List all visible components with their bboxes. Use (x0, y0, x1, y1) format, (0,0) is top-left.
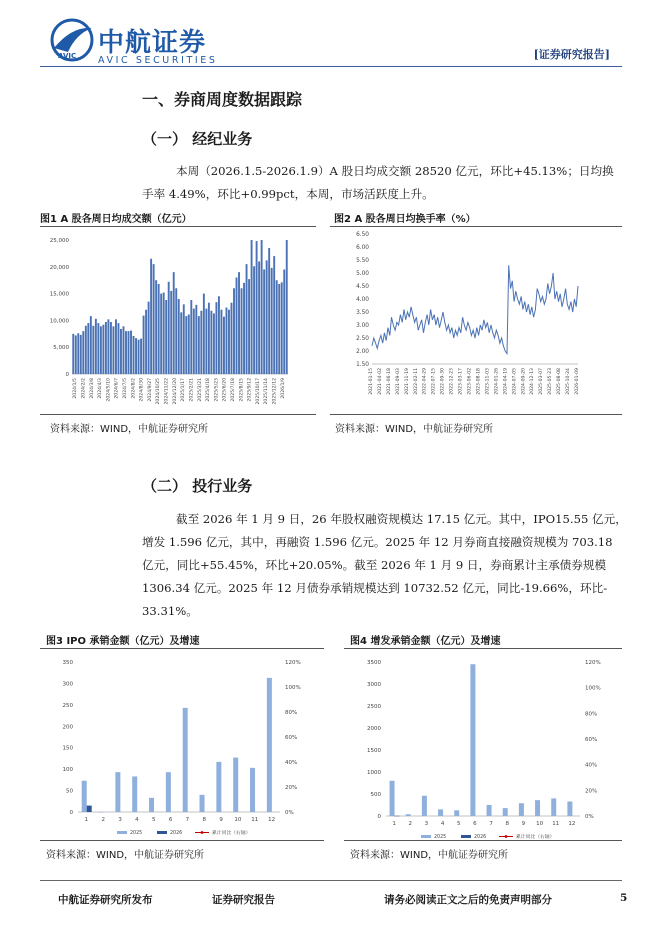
fig1-x-tick: 2024/9/27 (147, 378, 153, 402)
fig3-y2-tick: 0% (285, 810, 294, 816)
fig1-bar (130, 331, 132, 374)
footer-disclaimer: 请务必阅读正文之后的免责声明部分 (384, 894, 552, 906)
fig1-x-tick: 2024/2/2 (81, 378, 87, 399)
fig1-x-tick: 2025/9/12 (247, 378, 253, 402)
fig4-x-tick: 11 (552, 821, 560, 827)
fig2-x-tick: 2021-04-02 (377, 368, 383, 395)
fig2-top-rule (330, 226, 622, 227)
fig1-x-tick: 2025/3/21 (197, 378, 203, 402)
fig3-bar-2025 (183, 708, 188, 812)
fig2-title: 图2 A 股各周日均换手率（%） (334, 214, 476, 225)
fig1-y-tick: 0 (65, 372, 69, 378)
fig4-y2-tick: 120% (585, 660, 601, 666)
fig4-legend-swatch-2026 (461, 835, 471, 838)
fig4-x-tick: 4 (440, 821, 445, 827)
fig3-x-tick: 2 (101, 817, 105, 823)
fig1-bar (183, 304, 185, 374)
fig4-x-tick: 5 (457, 821, 461, 827)
fig3-top-rule (40, 648, 324, 649)
fig1-bar (203, 294, 205, 374)
fig4-chart (344, 650, 622, 840)
fig1-bar (148, 302, 150, 374)
fig3-y2-tick: 80% (285, 710, 298, 716)
fig3-x-tick: 5 (152, 817, 156, 823)
fig3-bar-2025 (166, 772, 171, 812)
fig4-bar-2025 (470, 664, 475, 816)
fig4-y-tick: 1500 (367, 748, 381, 754)
fig1-bar (276, 280, 278, 374)
fig1-bar (150, 259, 152, 374)
subsection-ib-title: （二） 投行业务 (142, 477, 253, 495)
fig1-x-tick: 2026/1/9 (280, 378, 286, 399)
fig1-x-tick: 2025/5/23 (214, 378, 220, 402)
fig4-bar-2026 (395, 816, 400, 817)
fig1-bar (205, 309, 207, 374)
fig1-bar (153, 264, 155, 374)
fig1-bar (190, 300, 192, 374)
fig3-y-tick: 350 (62, 660, 73, 666)
fig3-legend-swatch-2026 (157, 831, 167, 834)
avic-emblem-icon (50, 18, 94, 62)
fig2-x-tick: 2025-05-23 (548, 368, 554, 395)
fig3-bar-2025 (200, 795, 205, 812)
fig1-bar (90, 316, 92, 374)
fig2-x-tick: 2022-09-30 (440, 368, 446, 395)
avic-logo (50, 18, 94, 62)
fig1-bar (198, 316, 200, 374)
fig3-legend-growth: 累计同比（右轴） (212, 831, 251, 836)
fig1-bar (133, 336, 135, 374)
fig1-bar (271, 268, 273, 374)
fig2-x-tick: 2025-08-08 (557, 368, 563, 395)
fig1-x-tick: 2025/2/21 (189, 378, 195, 402)
fig1-x-tick: 2025/10/17 (255, 378, 261, 405)
fig3-bar-2025 (99, 812, 104, 813)
fig1-bar (77, 333, 79, 374)
fig2-y-tick: 3.00 (356, 323, 369, 329)
ib-line-3: 亿元，同比+55.45%，环比+20.05%。截至 2026 年 1 月 9 日，券商累计主承债券规模 (142, 558, 607, 572)
fig1-bar (87, 323, 89, 374)
fig1-bar (253, 266, 255, 374)
fig2-turnover-line (372, 265, 578, 353)
fig1-bar (248, 279, 250, 374)
fig4-y2-tick: 0% (585, 814, 594, 820)
fig1-bar (238, 272, 240, 374)
fig3-source: 资料来源：WIND，中航证券研究所 (46, 850, 205, 861)
fig2-x-tick: 2022-07-15 (431, 368, 437, 395)
fig1-top-rule (40, 226, 316, 227)
fig1-bar (268, 248, 270, 374)
fig3-x-tick: 7 (185, 817, 190, 823)
fig1-x-tick: 2025/11/14 (264, 378, 270, 405)
fig4-bar-2025 (567, 801, 572, 816)
fig3-title: 图3 IPO 承销金额（亿元）及增速 (46, 636, 200, 647)
fig4-x-tick: 9 (521, 821, 526, 827)
fig2-x-tick: 2024-04-19 (503, 368, 509, 395)
fig4-bar-2025 (487, 805, 492, 816)
fig1-bar (231, 303, 233, 374)
fig3-bar-2025 (267, 678, 272, 812)
fig2-x-tick: 2024-01-26 (494, 368, 500, 395)
fig3-y-tick: 300 (62, 681, 73, 688)
fig1-bar (278, 284, 280, 374)
footer-report-type: 证券研究报告 (212, 894, 275, 906)
fig3-x-tick: 9 (219, 817, 223, 823)
fig1-bar (243, 283, 245, 374)
fig1-bar (220, 310, 222, 374)
fig3-y-tick: 150 (62, 745, 73, 752)
fig4-y2-tick: 40% (585, 762, 598, 769)
fig1-bar (213, 313, 215, 374)
fig1-bar (223, 317, 225, 374)
fig1-bar (193, 309, 195, 374)
fig2-x-tick: 2022-12-23 (449, 368, 455, 395)
fig3-y-tick: 200 (62, 724, 73, 731)
fig1-bar (120, 329, 122, 374)
brokerage-line-1: 本周（2026.1.5-2026.1.9）A 股日均成交额 28520 亿元，环比+45.13%；日均换 (176, 164, 614, 178)
fig1-x-tick: 2025/1/17 (181, 378, 187, 402)
fig1-x-tick: 2024/12/20 (172, 378, 178, 405)
fig3-x-tick: 1 (84, 817, 89, 823)
fig3-x-tick: 6 (168, 817, 173, 823)
header-divider (40, 66, 622, 67)
fig2-bottom-rule (330, 414, 622, 415)
fig1-x-tick: 2025/8/15 (239, 378, 245, 402)
fig3-y2-tick: 40% (285, 760, 298, 766)
fig4-bar-2025 (535, 800, 540, 816)
fig1-bar (85, 326, 87, 374)
fig1-x-tick: 2024/4/3 (98, 378, 104, 399)
fig3-x-tick: 8 (202, 817, 206, 823)
fig1-bar (246, 264, 248, 374)
fig2-x-tick: 2024-12-13 (530, 368, 536, 395)
fig1-bar (160, 294, 162, 374)
fig1-bar (241, 288, 243, 374)
fig4-bar-2025 (454, 810, 459, 816)
fig3-y-tick: 250 (62, 702, 73, 709)
fig4-bar-2025 (406, 814, 411, 816)
fig3-legend-swatch-2025 (117, 831, 127, 834)
fig1-bar (175, 288, 177, 374)
fig4-y-tick: 500 (370, 792, 381, 798)
fig1-bar (165, 300, 167, 374)
fig1-x-tick: 2024/5/10 (106, 378, 112, 402)
fig2-x-tick: 2026-01-09 (575, 368, 580, 395)
fig1-bar (286, 240, 288, 374)
fig1-x-tick: 2024/6/7 (114, 378, 120, 399)
fig4-legend-2025: 2025 (434, 835, 447, 840)
fig1-bar (173, 272, 175, 374)
fig3-bar-2025 (115, 772, 120, 812)
fig4-bar-2025 (422, 796, 427, 816)
fig2-x-tick: 2023-03-17 (458, 368, 464, 395)
fig3-x-tick: 12 (268, 817, 276, 823)
fig1-y-tick: 15,000 (49, 291, 69, 298)
fig1-bar (251, 240, 253, 374)
fig4-legend-swatch-2025 (421, 835, 431, 838)
brokerage-line-2: 手率 4.49%，环比+0.99pct，本周，市场活跃度上升。 (142, 187, 434, 201)
ib-paragraph (142, 508, 627, 623)
page-number: 5 (620, 892, 628, 904)
fig3-x-tick: 10 (234, 817, 242, 823)
fig1-bar (80, 335, 82, 374)
fig1-bar (273, 256, 275, 374)
fig1-bar (128, 331, 130, 374)
fig4-x-tick: 2 (408, 821, 412, 827)
fig1-bar (112, 326, 114, 374)
fig2-x-tick: 2023-06-02 (467, 368, 473, 395)
fig1-y-tick: 20,000 (49, 264, 69, 271)
fig4-x-tick: 3 (424, 821, 429, 827)
fig1-x-tick: 2025/7/18 (231, 378, 236, 402)
fig1-x-tick: 2024/8/2 (131, 378, 137, 399)
fig1-bar (102, 325, 104, 374)
fig4-y-tick: 2000 (367, 726, 381, 732)
fig2-x-tick: 2023-08-18 (476, 368, 482, 395)
fig4-y2-tick: 60% (585, 737, 598, 743)
fig1-source: 资料来源：WIND，中航证券研究所 (50, 424, 209, 435)
fig1-bar (233, 288, 235, 374)
fig3-legend-marker (201, 831, 204, 834)
fig1-bar (200, 311, 202, 374)
fig3-bar-2025 (132, 776, 137, 812)
section-title: 一、券商周度数据跟踪 (142, 90, 303, 109)
fig2-y-tick: 4.00 (356, 297, 369, 303)
fig1-title: 图1 A 股各周日均成交额（亿元） (40, 214, 192, 225)
fig2-y-tick: 4.50 (356, 284, 369, 290)
fig4-y-tick: 0 (377, 814, 381, 820)
fig2-x-tick: 2025-10-24 (566, 368, 572, 395)
footer-publisher: 中航证券研究所发布 (58, 894, 153, 906)
fig1-bar (170, 291, 172, 374)
fig1-y-tick: 5,000 (53, 345, 69, 352)
fig4-source: 资料来源：WIND，中航证券研究所 (350, 850, 509, 861)
fig1-bar (283, 269, 285, 374)
fig4-bar-2025 (390, 781, 395, 816)
fig3-bottom-rule (40, 840, 324, 841)
fig4-y2-tick: 100% (585, 685, 601, 692)
fig4-legend-2026: 2026 (474, 835, 487, 840)
fig4-x-tick: 1 (392, 821, 396, 827)
avic-emblem-text: AVIC (58, 52, 77, 60)
fig2-y-tick: 6.00 (356, 245, 369, 251)
fig4-bar-2025 (519, 803, 524, 816)
fig1-bar (163, 293, 165, 374)
fig2-x-tick: 2024-07-05 (512, 368, 518, 395)
fig2-y-tick: 2.50 (356, 336, 369, 342)
fig1-x-tick: 2024/8/30 (139, 378, 145, 402)
fig2-x-tick: 2025-03-07 (539, 368, 545, 395)
fig4-x-tick: 6 (473, 821, 477, 827)
ib-line-1: 截至 2026 年 1 月 9 日，26 年股权融资规模达 17.15 亿元。其中，IPO15.55 亿元， (176, 512, 627, 526)
fig4-bottom-rule (344, 840, 622, 841)
fig1-bar (208, 303, 210, 374)
fig3-x-tick: 11 (251, 817, 259, 823)
fig3-x-tick: 3 (118, 817, 122, 823)
fig1-bottom-rule (40, 414, 316, 415)
fig3-bar-2025 (216, 762, 221, 812)
fig1-bar (135, 338, 137, 374)
ib-line-4: 1306.34 亿元。2025 年 12 月债券承销规模达到 10732.52 亿元，同比-19.66%，环比- (142, 581, 608, 595)
fig4-legend-marker (505, 835, 508, 838)
fig4-y2-tick: 80% (585, 711, 598, 718)
fig1-bar (123, 326, 125, 374)
fig2-x-tick: 2022-04-29 (422, 368, 428, 395)
fig1-bar (215, 302, 217, 374)
fig1-x-tick: 2024/1/5 (73, 378, 79, 399)
fig2-x-tick: 2021-09-03 (395, 368, 401, 395)
fig2-x-tick: 2021-01-15 (369, 368, 374, 395)
fig4-y-tick: 2500 (367, 704, 381, 710)
fig1-bar (195, 305, 197, 374)
fig1-bar (258, 261, 260, 374)
fig1-bar (92, 326, 94, 374)
fig3-bar-2026 (87, 806, 92, 812)
fig1-bar (178, 299, 180, 374)
fig1-bar (210, 311, 212, 374)
fig4-bar-2025 (503, 808, 508, 816)
fig1-x-tick: 2024/10/25 (156, 378, 162, 405)
fig1-bar (256, 241, 258, 374)
fig1-bar (97, 323, 99, 374)
fig1-x-tick: 2024/3/8 (89, 378, 95, 399)
fig1-bar (263, 269, 265, 374)
fig4-y2-tick: 20% (585, 788, 598, 795)
fig1-bar (107, 319, 109, 374)
fig4-y-tick: 3500 (367, 660, 381, 666)
fig1-bar (236, 278, 238, 374)
fig4-x-tick: 7 (489, 821, 493, 827)
fig3-chart (40, 650, 324, 840)
fig1-bar (226, 308, 228, 374)
fig4-bar-2025 (438, 809, 443, 816)
fig1-bar (125, 331, 127, 374)
fig1-bar (168, 282, 170, 374)
fig2-x-tick: 2021-11-19 (404, 368, 410, 395)
fig1-bar (218, 296, 220, 374)
brokerage-paragraph (142, 160, 614, 206)
fig1-bar (261, 240, 263, 374)
fig1-bar (95, 319, 97, 374)
fig1-x-tick: 2024/7/5 (123, 378, 128, 399)
fig3-legend-2026: 2026 (170, 831, 183, 836)
fig3-bar-2025 (149, 798, 154, 812)
fig1-chart (40, 228, 316, 414)
fig1-bar (188, 315, 190, 374)
fig1-bar (158, 284, 160, 374)
subsection-brokerage-title: （一） 经纪业务 (142, 130, 253, 148)
fig3-bar-2025 (82, 781, 87, 812)
ib-line-5: 33.31%。 (142, 604, 198, 618)
fig1-bar (228, 310, 230, 374)
fig1-bar (143, 316, 145, 374)
fig1-bar (281, 282, 283, 374)
fig1-y-tick: 25,000 (49, 238, 69, 244)
fig2-y-tick: 1.50 (356, 362, 369, 368)
fig4-x-tick: 10 (536, 821, 544, 827)
fig2-y-tick: 5.00 (356, 271, 369, 277)
fig4-bar-2025 (551, 798, 556, 816)
brand-name: 中航证券 (98, 28, 207, 58)
fig4-y-tick: 1000 (367, 770, 381, 776)
fig4-x-tick: 12 (568, 821, 576, 827)
fig3-y2-tick: 20% (285, 785, 298, 791)
fig1-x-tick: 2025/12/12 (272, 378, 278, 405)
fig1-y-tick: 10,000 (49, 318, 69, 325)
fig2-x-tick: 2022-02-11 (413, 368, 419, 395)
fig3-y2-tick: 100% (285, 685, 301, 691)
fig4-title: 图4 增发承销金额（亿元）及增速 (350, 636, 501, 647)
fig1-bar (75, 335, 77, 374)
report-type-tag: [证券研究报告] (533, 48, 610, 61)
fig1-x-tick: 2025/6/20 (222, 378, 228, 402)
fig1-x-tick: 2025/4/18 (206, 378, 212, 402)
fig2-y-tick: 2.00 (356, 349, 369, 355)
fig3-y2-tick: 120% (285, 660, 301, 666)
fig3-y-tick: 0 (69, 810, 73, 816)
fig2-x-tick: 2023-11-03 (485, 368, 491, 395)
fig1-bar (118, 323, 120, 374)
fig1-bar (138, 340, 140, 374)
fig2-x-tick: 2021-06-18 (386, 368, 392, 395)
fig3-bar-2025 (250, 768, 255, 812)
fig1-bar (180, 312, 182, 374)
fig1-bar (82, 331, 84, 374)
fig3-legend-2025: 2025 (130, 831, 143, 836)
fig1-bar (72, 334, 74, 374)
fig3-y2-tick: 60% (285, 735, 298, 741)
fig3-x-tick: 4 (135, 817, 139, 823)
fig1-bar (140, 339, 142, 374)
fig2-source: 资料来源：WIND，中航证券研究所 (335, 424, 494, 435)
fig3-y-tick: 50 (66, 788, 73, 795)
fig1-x-tick: 2024/11/22 (164, 378, 170, 405)
fig2-y-tick: 3.50 (356, 310, 369, 316)
fig1-bar (105, 322, 107, 374)
fig2-x-tick: 2024-09-20 (521, 368, 527, 395)
fig1-bar (110, 322, 112, 374)
ib-line-2: 增发 1.596 亿元，其中，再融资 1.596 亿元。2025 年 12 月券商直接融资规模为 703.18 (142, 535, 613, 549)
fig3-y-tick: 100 (62, 767, 73, 774)
fig1-bar (155, 280, 157, 374)
fig2-y-tick: 5.50 (356, 258, 369, 264)
footer-divider (40, 880, 622, 881)
fig4-y-tick: 3000 (367, 682, 381, 688)
brand-subtitle: AVIC SECURITIES (98, 55, 218, 66)
fig1-bar (185, 316, 187, 374)
fig2-y-tick: 6.50 (356, 232, 369, 238)
fig1-bar (145, 310, 147, 374)
fig4-top-rule (344, 648, 622, 649)
fig1-bar (266, 260, 268, 374)
fig2-chart (330, 228, 622, 414)
fig3-bar-2025 (233, 758, 238, 812)
fig4-legend-growth: 累计同比（右轴） (516, 835, 555, 840)
fig1-bar (115, 319, 117, 374)
fig1-bar (100, 326, 102, 374)
fig4-x-tick: 8 (505, 821, 509, 827)
